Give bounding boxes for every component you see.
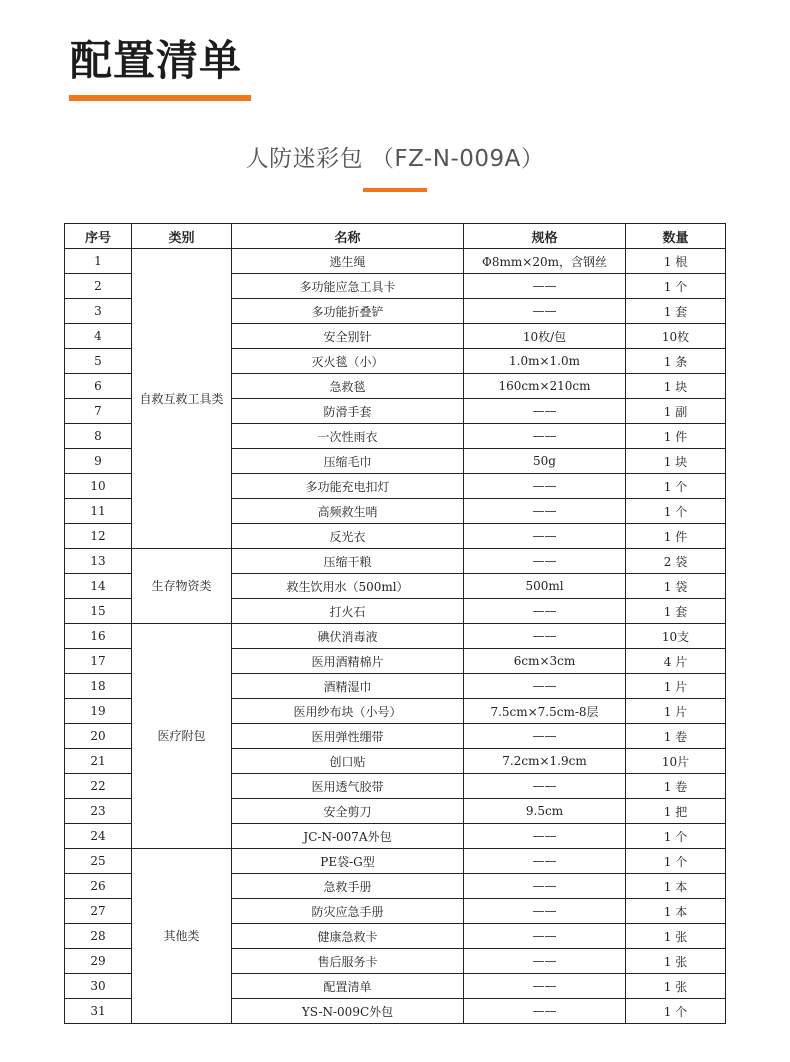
cell-qty: 1 个 <box>626 849 726 874</box>
cell-spec: —— <box>464 724 626 749</box>
cell-qty: 1 张 <box>626 949 726 974</box>
cell-no: 21 <box>65 749 132 774</box>
cell-spec: —— <box>464 424 626 449</box>
cell-no: 8 <box>65 424 132 449</box>
cell-no: 24 <box>65 824 132 849</box>
cell-qty: 1 卷 <box>626 774 726 799</box>
cell-qty: 1 根 <box>626 249 726 274</box>
cell-name: 健康急救卡 <box>232 924 464 949</box>
cell-spec: —— <box>464 399 626 424</box>
cell-name: 医用纱布块（小号） <box>232 699 464 724</box>
cell-spec: —— <box>464 624 626 649</box>
cell-no: 3 <box>65 299 132 324</box>
cell-name: 安全别针 <box>232 324 464 349</box>
cell-spec: —— <box>464 774 626 799</box>
cell-no: 4 <box>65 324 132 349</box>
cell-qty: 10片 <box>626 749 726 774</box>
table-row <box>65 249 726 274</box>
cell-name: 反光衣 <box>232 524 464 549</box>
cell-no: 28 <box>65 924 132 949</box>
cell-no: 22 <box>65 774 132 799</box>
header-category: 类别 <box>132 224 232 249</box>
cell-spec: —— <box>464 674 626 699</box>
cell-name: 医用透气胶带 <box>232 774 464 799</box>
cell-no: 2 <box>65 274 132 299</box>
header-qty: 数量 <box>626 224 726 249</box>
cell-category: 自救互救工具类 <box>132 249 232 549</box>
table-row <box>65 849 726 874</box>
cell-no: 15 <box>65 599 132 624</box>
cell-qty: 1 个 <box>626 499 726 524</box>
cell-qty: 1 套 <box>626 299 726 324</box>
cell-no: 23 <box>65 799 132 824</box>
cell-spec: —— <box>464 549 626 574</box>
cell-no: 31 <box>65 999 132 1024</box>
cell-spec: 6cm×3cm <box>464 649 626 674</box>
cell-spec: 7.2cm×1.9cm <box>464 749 626 774</box>
cell-no: 1 <box>65 249 132 274</box>
cell-name: 防灾应急手册 <box>232 899 464 924</box>
cell-spec: —— <box>464 849 626 874</box>
cell-no: 13 <box>65 549 132 574</box>
cell-qty: 1 张 <box>626 924 726 949</box>
cell-name: 打火石 <box>232 599 464 624</box>
cell-name: 一次性雨衣 <box>232 424 464 449</box>
cell-spec: 1.0m×1.0m <box>464 349 626 374</box>
cell-name: 高频救生哨 <box>232 499 464 524</box>
cell-name: 灭火毯（小） <box>232 349 464 374</box>
config-table <box>64 223 726 1024</box>
cell-qty: 1 个 <box>626 274 726 299</box>
cell-qty: 1 片 <box>626 699 726 724</box>
cell-name: 急救手册 <box>232 874 464 899</box>
table-row <box>65 549 726 574</box>
cell-qty: 1 条 <box>626 349 726 374</box>
cell-qty: 1 件 <box>626 524 726 549</box>
table-body <box>65 249 726 1024</box>
cell-name: 碘伏消毒液 <box>232 624 464 649</box>
cell-spec: 50g <box>464 449 626 474</box>
cell-name: 逃生绳 <box>232 249 464 274</box>
cell-name: 多功能应急工具卡 <box>232 274 464 299</box>
cell-qty: 1 片 <box>626 674 726 699</box>
cell-qty: 1 卷 <box>626 724 726 749</box>
cell-no: 5 <box>65 349 132 374</box>
cell-qty: 10枚 <box>626 324 726 349</box>
cell-no: 11 <box>65 499 132 524</box>
cell-no: 10 <box>65 474 132 499</box>
cell-spec: —— <box>464 874 626 899</box>
cell-qty: 4 片 <box>626 649 726 674</box>
cell-qty: 1 把 <box>626 799 726 824</box>
cell-qty: 1 块 <box>626 374 726 399</box>
cell-no: 16 <box>65 624 132 649</box>
cell-spec: —— <box>464 274 626 299</box>
cell-no: 9 <box>65 449 132 474</box>
cell-name: 急救毯 <box>232 374 464 399</box>
cell-qty: 1 副 <box>626 399 726 424</box>
cell-name: 多功能充电扣灯 <box>232 474 464 499</box>
header-no: 序号 <box>65 224 132 249</box>
cell-name: 售后服务卡 <box>232 949 464 974</box>
cell-spec: —— <box>464 924 626 949</box>
cell-qty: 1 块 <box>626 449 726 474</box>
cell-qty: 1 个 <box>626 999 726 1024</box>
cell-spec: —— <box>464 824 626 849</box>
cell-spec: Φ8mm×20m，含钢丝 <box>464 249 626 274</box>
cell-no: 19 <box>65 699 132 724</box>
cell-name: 医用酒精棉片 <box>232 649 464 674</box>
cell-spec: —— <box>464 499 626 524</box>
cell-name: 配置清单 <box>232 974 464 999</box>
cell-no: 29 <box>65 949 132 974</box>
cell-no: 17 <box>65 649 132 674</box>
cell-spec: 10枚/包 <box>464 324 626 349</box>
cell-qty: 10支 <box>626 624 726 649</box>
cell-category: 医疗附包 <box>132 624 232 849</box>
cell-spec: —— <box>464 524 626 549</box>
cell-qty: 1 本 <box>626 874 726 899</box>
page-title: 配置清单 <box>70 36 243 85</box>
cell-no: 27 <box>65 899 132 924</box>
cell-spec: —— <box>464 474 626 499</box>
cell-no: 12 <box>65 524 132 549</box>
cell-qty: 1 袋 <box>626 574 726 599</box>
cell-spec: —— <box>464 999 626 1024</box>
cell-name: 压缩毛巾 <box>232 449 464 474</box>
cell-name: PE袋-G型 <box>232 849 464 874</box>
header-spec: 规格 <box>464 224 626 249</box>
table-header-row <box>65 224 726 249</box>
cell-qty: 2 袋 <box>626 549 726 574</box>
cell-name: 安全剪刀 <box>232 799 464 824</box>
cell-name: JC-N-007A外包 <box>232 824 464 849</box>
cell-qty: 1 套 <box>626 599 726 624</box>
cell-spec: —— <box>464 899 626 924</box>
cell-no: 18 <box>65 674 132 699</box>
cell-no: 26 <box>65 874 132 899</box>
cell-no: 30 <box>65 974 132 999</box>
cell-name: YS-N-009C外包 <box>232 999 464 1024</box>
cell-spec: 500ml <box>464 574 626 599</box>
product-subtitle: 人防迷彩包 （FZ-N-009A） <box>245 146 545 172</box>
cell-spec: —— <box>464 299 626 324</box>
cell-spec: —— <box>464 974 626 999</box>
cell-spec: 160cm×210cm <box>464 374 626 399</box>
cell-no: 6 <box>65 374 132 399</box>
cell-spec: 9.5cm <box>464 799 626 824</box>
cell-spec: —— <box>464 599 626 624</box>
cell-no: 25 <box>65 849 132 874</box>
cell-qty: 1 张 <box>626 974 726 999</box>
cell-no: 7 <box>65 399 132 424</box>
table-row <box>65 624 726 649</box>
cell-category: 生存物资类 <box>132 549 232 624</box>
cell-spec: —— <box>464 949 626 974</box>
cell-no: 20 <box>65 724 132 749</box>
cell-name: 医用弹性绷带 <box>232 724 464 749</box>
cell-no: 14 <box>65 574 132 599</box>
cell-name: 酒精湿巾 <box>232 674 464 699</box>
cell-name: 防滑手套 <box>232 399 464 424</box>
cell-qty: 1 件 <box>626 424 726 449</box>
cell-qty: 1 本 <box>626 899 726 924</box>
cell-name: 压缩干粮 <box>232 549 464 574</box>
cell-qty: 1 个 <box>626 474 726 499</box>
cell-category: 其他类 <box>132 849 232 1024</box>
subtitle-underline <box>363 188 427 192</box>
cell-name: 多功能折叠铲 <box>232 299 464 324</box>
cell-spec: 7.5cm×7.5cm-8层 <box>464 699 626 724</box>
cell-name: 救生饮用水（500ml） <box>232 574 464 599</box>
cell-name: 创口贴 <box>232 749 464 774</box>
title-underline <box>69 95 251 101</box>
header-name: 名称 <box>232 224 464 249</box>
cell-qty: 1 个 <box>626 824 726 849</box>
